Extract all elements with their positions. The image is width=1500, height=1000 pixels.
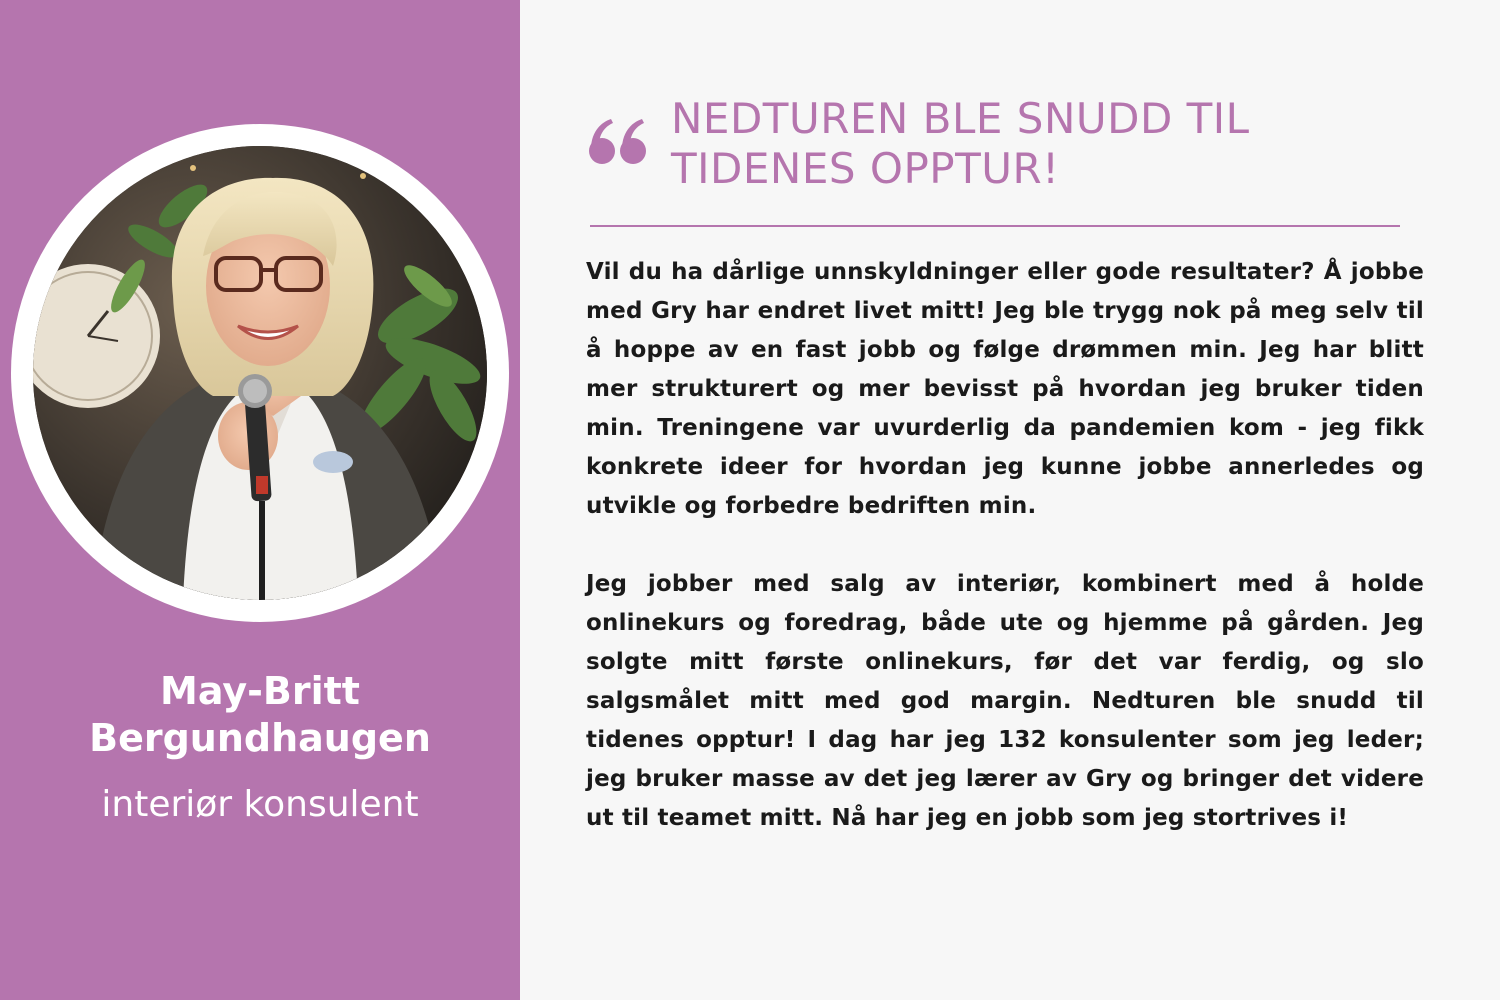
person-name: [0, 668, 520, 762]
headline-line2: TIDENES OPPTUR!: [671, 144, 1060, 193]
testimonial-paragraph: Vil du ha dårlige unnskyldninger eller gode resultater? Å jobbe med Gry har endret livet mitt! Jeg ble trygg nok på meg selv til å hoppe av en fast jobb og følge drømmen min. Jeg har blitt mer strukturert og mer bevisst på hvordan jeg bruker tiden min. Treningene var uvurderlig da pandemien kom - jeg fikk konkrete ideer for hvordan jeg kunne jobbe annerledes og utvikle og forbedre bedriften min.: [586, 259, 1424, 519]
headline-divider: [590, 225, 1400, 227]
person-name-line2: Bergundhaugen: [89, 716, 431, 760]
testimonial-body: [586, 253, 1424, 838]
testimonial-headline: [671, 94, 1451, 194]
profile-panel: [0, 0, 520, 1000]
person-name-line1: May-Britt: [160, 669, 360, 713]
headline-line1: NEDTUREN BLE SNUDD TIL: [671, 94, 1250, 143]
portrait-frame: [11, 124, 509, 622]
person-role: interiør konsulent: [101, 784, 419, 825]
testimonial-paragraph: Jeg jobber med salg av interiør, kombinert med å holde onlinekurs og foredrag, både ute og hjemme på gården. Jeg solgte mitt første onlinekurs, før det var ferdig, og slo salgsmålet mitt med god margin. Nedturen ble snudd til tidenes opptur! I dag har jeg 132 konsulenter som jeg leder; jeg bruker masse av det jeg lærer av Gry og bringer det videre ut til teamet mitt. Nå har jeg en jobb som jeg stortrives i!: [586, 571, 1424, 831]
portrait-photo: [33, 146, 487, 600]
quote-icon: [587, 118, 649, 166]
